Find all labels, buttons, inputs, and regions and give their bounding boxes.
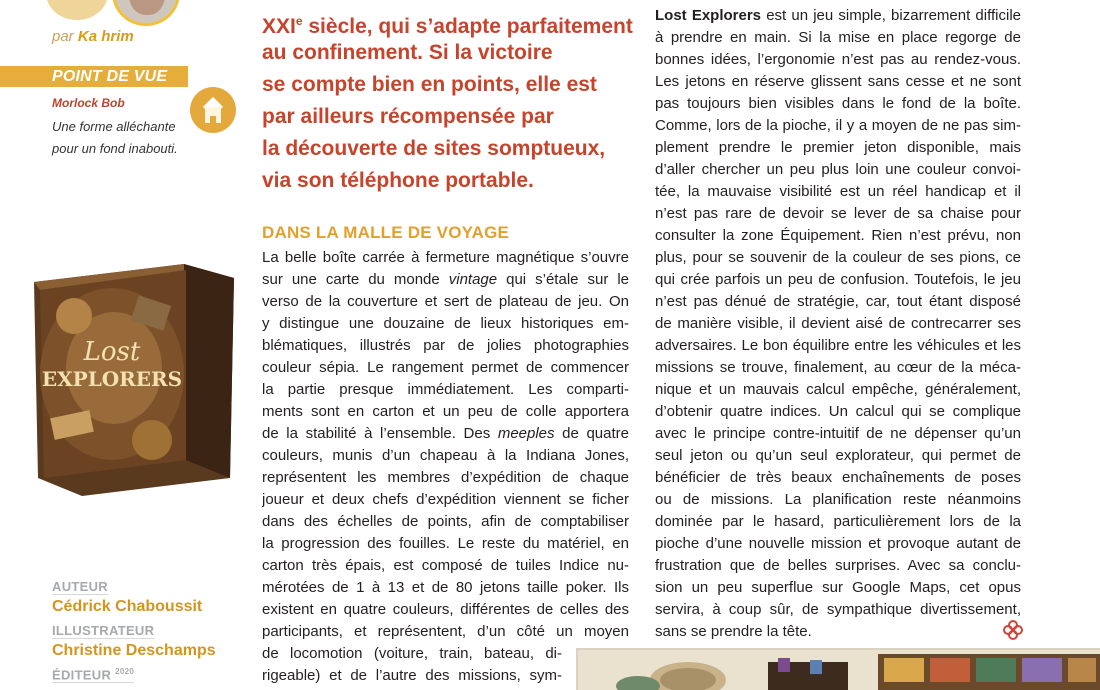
body-line: ou de missions. La planification reste néanmoins xyxy=(655,491,1021,508)
body-line: d’obtenir quatre indices. Un calcul qui se complique xyxy=(655,403,1021,420)
body-line: consulter la zone Équipement. Rien n’est prévu, non xyxy=(655,227,1021,244)
point-de-vue-line: pour un fond inabouti. xyxy=(52,141,178,156)
body-line: pioche d’une nouvelle mission et provoque autant de xyxy=(655,535,1021,552)
body-line: adversaires. Le bon équilibre entre les véhicules et les xyxy=(655,337,1021,354)
body-line: d’aller chercher un peu plus loin une couleur convoi- xyxy=(655,161,1021,178)
body-line: Comme, lors de la pioche, il y a moyen de ne pas sim- xyxy=(655,117,1021,134)
body-line: joueur et deux chefs d’expédition viennent se ficher xyxy=(262,491,629,508)
game-name: Lost Explorers xyxy=(655,7,762,24)
body-line: représentent les membres d’expédition de chaque xyxy=(262,469,629,486)
body-line: nique et un mauvais calcul empêche, généralement, xyxy=(655,381,1021,398)
body-line: participants, et représentent, d’un côté un moyen xyxy=(262,623,629,640)
body-line: la progression des fouilles. Le reste du matériel, en xyxy=(262,535,629,552)
body-line: sans se prendre la tête. xyxy=(655,623,812,640)
credit-role-illustrateur: ILLUSTRATEUR xyxy=(52,623,155,638)
right-column-body xyxy=(655,5,1021,643)
body-line: qui crée parfois un peu de confusion. Toutefois, le jeu xyxy=(655,271,1021,288)
body-line: avec le principe contre-intuitif de ne dépenser qu’un xyxy=(655,425,1021,442)
body-line: n’est pas rare de devoir se lever de sa chaise pour xyxy=(655,205,1021,222)
byline-author: Ka hrim xyxy=(77,28,134,45)
body-line: tée, la mauvaise visibilité est un réel handicap et il xyxy=(655,183,1021,200)
body-line: dans des échelles de points, afin de comptabiliser xyxy=(262,513,629,530)
body-line: de la stabilité à l’ensemble. Des meeples de quatre xyxy=(262,425,629,442)
pawn-icon xyxy=(190,87,236,133)
section-heading: DANS LA MALLE DE VOYAGE xyxy=(262,223,510,242)
body-line: plement prendre le premier jeton disponible, mais xyxy=(655,139,1021,156)
point-de-vue-reviewer: Morlock Bob xyxy=(52,96,125,110)
point-de-vue-text xyxy=(52,116,212,160)
clover-end-mark-icon xyxy=(1003,620,1023,640)
lead-line: au confinement. Si la victoire xyxy=(262,41,553,64)
point-de-vue-line: Une forme alléchante xyxy=(52,119,176,134)
game-box-title-top: Lost xyxy=(83,337,141,367)
body-line: bonnes idées, l’ergonomie n’est pas au rendez-vous. xyxy=(655,51,1021,68)
body-line-first-rest: est un jeu simple, bizarrement difficile xyxy=(761,7,1021,24)
byline-prefix: par xyxy=(52,28,74,45)
credit-role-editeur-year: 2020 xyxy=(115,667,135,676)
body-line: couleur sépia. Le rangement permet de commencer xyxy=(262,359,629,376)
body-line: couleurs, munis d’un chapeau à la Indiana Jones, xyxy=(262,447,629,464)
body-line: carton très épais, est composé de tuiles Indice nu- xyxy=(262,557,629,574)
credit-role-editeur xyxy=(52,667,134,682)
body-line: dominée par le hasard, particulièrement lors de la xyxy=(655,513,1021,530)
body-line: blématiques, illustrés par de jolies photographies xyxy=(262,337,629,354)
body-line: sur une carte du monde vintage qui s’étale sur le xyxy=(262,271,629,288)
body-line: ments sont en carton et un peu de colle apportera xyxy=(262,403,629,420)
body-line: mérotées de 1 à 13 et de 80 jetons taille poker. Ils xyxy=(262,579,629,596)
body-line-first xyxy=(655,5,1021,27)
lead-line: via son téléphone portable. xyxy=(262,169,534,192)
body-line: frustration que de belles surprises. Avec sa conclu- xyxy=(655,557,1021,574)
body-line: plus, pour se souvenir de la couleur de ses pions, ce xyxy=(655,249,1021,266)
lead-line: XXIe siècle, qui s’adapte parfaitement xyxy=(262,14,633,38)
lead-paragraph xyxy=(262,0,632,197)
body-line: de manière visible, il devient aisé de contrecarrer ses xyxy=(655,315,1021,332)
body-line: servira, à coup sûr, de sympathique divertissement, xyxy=(655,601,1021,618)
lead-line: par ailleurs récompensée par xyxy=(262,105,554,128)
point-de-vue-label: POINT DE VUE xyxy=(52,68,168,85)
body-line: existent en quatre couleurs, différentes de celles des xyxy=(262,601,629,618)
body-line: à prendre en main. Si la mise en place regorge de xyxy=(655,29,1021,46)
lead-line: la découverte de sites somptueux, xyxy=(262,137,606,160)
credit-name-auteur: Cédrick Chaboussit xyxy=(52,598,203,615)
credit-role-auteur: AUTEUR xyxy=(52,579,108,594)
body-line: y distingue une douzaine de lieux historiques em- xyxy=(262,315,629,332)
game-components-photo xyxy=(578,650,1100,690)
byline xyxy=(52,28,134,45)
credit-name-illustrateur: Christine Deschamps xyxy=(52,642,216,659)
author-avatar-photo xyxy=(112,0,180,26)
credit-role-editeur-label: ÉDITEUR xyxy=(52,667,112,683)
body-line: pas toujours bien visibles dans le fond de la boîte. xyxy=(655,95,1021,112)
body-line: verso de la couverture et sert de plateau de jeu. On xyxy=(262,293,629,310)
game-box-title-bottom: EXPLORERS xyxy=(41,367,183,391)
body-line: bénéficier de très beaux enchaînements de poses xyxy=(655,469,1021,486)
reviewer-avatar-cartoon xyxy=(46,0,108,20)
body-line: missions se trouve, finalement, au cœur de la méca- xyxy=(655,359,1021,376)
body-line: la partie presque immédiatement. Les comparti- xyxy=(262,381,629,398)
body-line: seul jeton ou qu’un seul explorateur, qui permet de xyxy=(655,447,1021,464)
section-body xyxy=(262,247,629,687)
body-line: n’est pas dénué de stratégie, car, tout étant disposé xyxy=(655,293,1021,310)
body-line: rigeable) et de l’autre des missions, sym- xyxy=(262,667,562,684)
body-line: sion un peu superflue sur Google Maps, cet opus xyxy=(655,579,1021,596)
body-line: La belle boîte carrée à fermeture magnétique s’ouvre xyxy=(262,249,629,266)
body-line: de locomotion (voiture, train, bateau, di- xyxy=(262,645,562,662)
lead-line: se compte bien en points, elle est xyxy=(262,73,597,96)
lost-explorers-box-image xyxy=(34,264,234,496)
body-line: Les jetons en réserve glissent sans cesse et ne sont xyxy=(655,73,1021,90)
